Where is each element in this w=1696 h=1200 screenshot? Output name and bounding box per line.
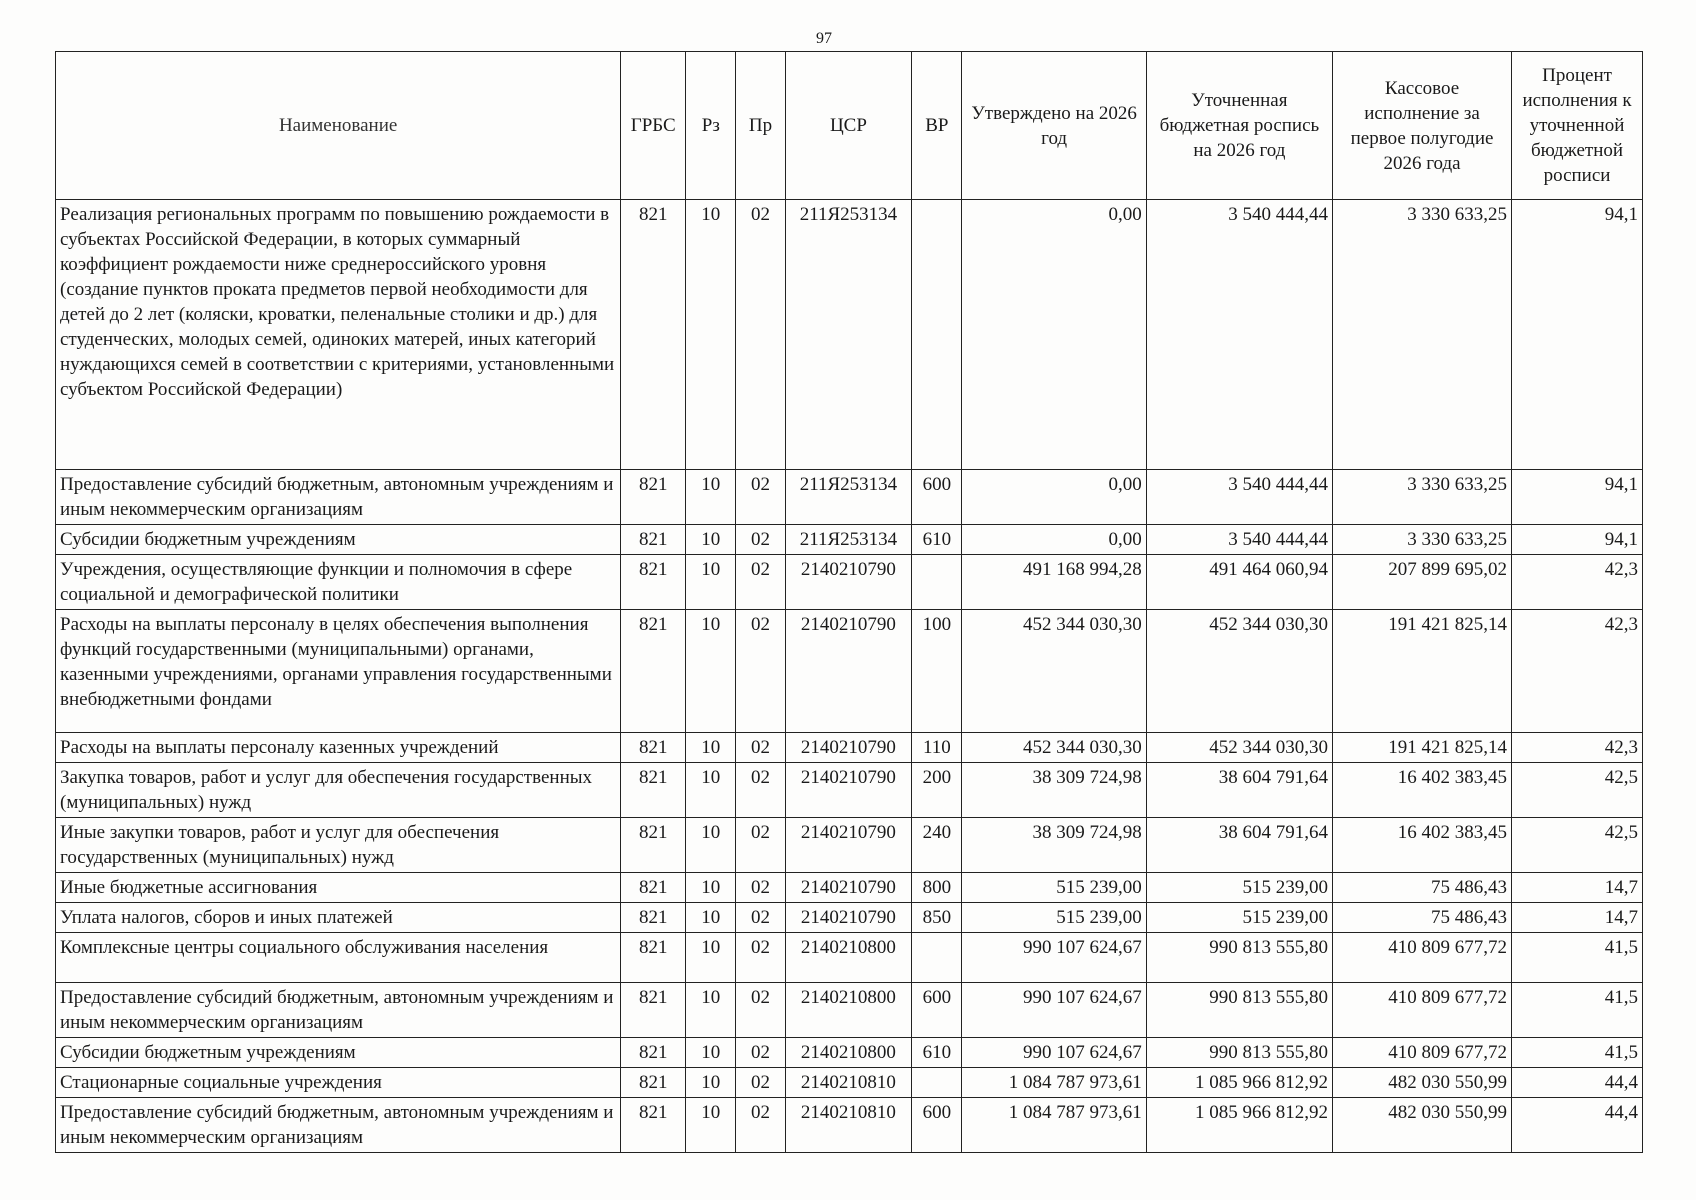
table-row xyxy=(56,733,1643,763)
row-vr-cell: 600 xyxy=(912,1098,962,1153)
row-vr-cell: 850 xyxy=(912,903,962,933)
row-name-cell: Учреждения, осуществляющие функции и полномочия в сфере социальной и демографической политики xyxy=(56,555,621,610)
header-name: Наименование xyxy=(56,52,621,200)
row-percent-cell: 41,5 xyxy=(1512,983,1643,1038)
table-row xyxy=(56,1098,1643,1153)
row-approved-cell: 0,00 xyxy=(962,200,1146,470)
row-csr-cell: 2140210790 xyxy=(785,873,912,903)
table-row xyxy=(56,470,1643,525)
row-pr-cell: 02 xyxy=(736,200,785,470)
row-name-cell: Предоставление субсидий бюджетным, автономным учреждениям и иным некоммерческим организациям xyxy=(56,1098,621,1153)
row-name-cell: Субсидии бюджетным учреждениям xyxy=(56,1038,621,1068)
row-percent-cell: 42,5 xyxy=(1512,818,1643,873)
row-executed-cell: 3 330 633,25 xyxy=(1333,470,1512,525)
row-vr-cell xyxy=(912,555,962,610)
row-executed-cell: 410 809 677,72 xyxy=(1333,933,1512,983)
row-vr-cell: 100 xyxy=(912,610,962,733)
table-row xyxy=(56,818,1643,873)
row-percent-cell: 94,1 xyxy=(1512,200,1643,470)
row-pr-cell: 02 xyxy=(736,470,785,525)
header-csr: ЦСР xyxy=(785,52,912,200)
row-pr-cell: 02 xyxy=(736,763,785,818)
row-csr-cell: 211Я253134 xyxy=(785,525,912,555)
header-executed: Кассовое исполнение за первое полугодие 2026 года xyxy=(1333,52,1512,200)
table-row xyxy=(56,525,1643,555)
row-rz-cell: 10 xyxy=(686,983,736,1038)
row-refined-cell: 990 813 555,80 xyxy=(1146,983,1332,1038)
row-approved-cell: 38 309 724,98 xyxy=(962,763,1146,818)
row-vr-cell: 200 xyxy=(912,763,962,818)
row-rz-cell: 10 xyxy=(686,1038,736,1068)
row-executed-cell: 3 330 633,25 xyxy=(1333,200,1512,470)
row-vr-cell xyxy=(912,933,962,983)
row-refined-cell: 3 540 444,44 xyxy=(1146,200,1332,470)
row-rz-cell: 10 xyxy=(686,733,736,763)
row-refined-cell: 1 085 966 812,92 xyxy=(1146,1098,1332,1153)
row-pr-cell: 02 xyxy=(736,1068,785,1098)
table-row xyxy=(56,763,1643,818)
row-grbs-cell: 821 xyxy=(621,903,686,933)
row-approved-cell: 515 239,00 xyxy=(962,903,1146,933)
row-pr-cell: 02 xyxy=(736,873,785,903)
table-row xyxy=(56,1038,1643,1068)
row-csr-cell: 2140210800 xyxy=(785,933,912,983)
row-grbs-cell: 821 xyxy=(621,763,686,818)
row-percent-cell: 94,1 xyxy=(1512,525,1643,555)
row-vr-cell: 610 xyxy=(912,1038,962,1068)
row-name-cell: Иные закупки товаров, работ и услуг для обеспечения государственных (муниципальных) нужд xyxy=(56,818,621,873)
table-row xyxy=(56,555,1643,610)
row-rz-cell: 10 xyxy=(686,610,736,733)
row-csr-cell: 211Я253134 xyxy=(785,200,912,470)
row-refined-cell: 990 813 555,80 xyxy=(1146,933,1332,983)
row-pr-cell: 02 xyxy=(736,525,785,555)
row-name-cell: Закупка товаров, работ и услуг для обеспечения государственных (муниципальных) нужд xyxy=(56,763,621,818)
row-pr-cell: 02 xyxy=(736,555,785,610)
row-grbs-cell: 821 xyxy=(621,470,686,525)
row-refined-cell: 491 464 060,94 xyxy=(1146,555,1332,610)
header-vr: ВР xyxy=(912,52,962,200)
row-grbs-cell: 821 xyxy=(621,733,686,763)
row-name-cell: Иные бюджетные ассигнования xyxy=(56,873,621,903)
row-vr-cell: 600 xyxy=(912,470,962,525)
row-name-cell: Предоставление субсидий бюджетным, автономным учреждениям и иным некоммерческим организациям xyxy=(56,983,621,1038)
row-executed-cell: 75 486,43 xyxy=(1333,903,1512,933)
table-row xyxy=(56,933,1643,983)
row-csr-cell: 2140210790 xyxy=(785,903,912,933)
row-refined-cell: 990 813 555,80 xyxy=(1146,1038,1332,1068)
row-rz-cell: 10 xyxy=(686,933,736,983)
row-grbs-cell: 821 xyxy=(621,873,686,903)
row-csr-cell: 2140210790 xyxy=(785,733,912,763)
row-approved-cell: 38 309 724,98 xyxy=(962,818,1146,873)
row-grbs-cell: 821 xyxy=(621,1068,686,1098)
row-vr-cell xyxy=(912,1068,962,1098)
table-header-row xyxy=(56,52,1643,200)
row-rz-cell: 10 xyxy=(686,470,736,525)
row-refined-cell: 452 344 030,30 xyxy=(1146,610,1332,733)
row-pr-cell: 02 xyxy=(736,1098,785,1153)
row-csr-cell: 211Я253134 xyxy=(785,470,912,525)
header-pr: Пр xyxy=(736,52,785,200)
row-percent-cell: 41,5 xyxy=(1512,1038,1643,1068)
row-approved-cell: 452 344 030,30 xyxy=(962,733,1146,763)
row-approved-cell: 452 344 030,30 xyxy=(962,610,1146,733)
row-csr-cell: 2140210800 xyxy=(785,1038,912,1068)
row-executed-cell: 410 809 677,72 xyxy=(1333,1038,1512,1068)
row-percent-cell: 14,7 xyxy=(1512,903,1643,933)
row-rz-cell: 10 xyxy=(686,555,736,610)
row-grbs-cell: 821 xyxy=(621,610,686,733)
row-grbs-cell: 821 xyxy=(621,200,686,470)
row-percent-cell: 41,5 xyxy=(1512,933,1643,983)
row-approved-cell: 0,00 xyxy=(962,525,1146,555)
row-refined-cell: 38 604 791,64 xyxy=(1146,763,1332,818)
row-rz-cell: 10 xyxy=(686,873,736,903)
row-executed-cell: 482 030 550,99 xyxy=(1333,1068,1512,1098)
table-row xyxy=(56,873,1643,903)
row-vr-cell: 110 xyxy=(912,733,962,763)
row-executed-cell: 191 421 825,14 xyxy=(1333,733,1512,763)
row-pr-cell: 02 xyxy=(736,733,785,763)
row-grbs-cell: 821 xyxy=(621,1038,686,1068)
row-vr-cell: 800 xyxy=(912,873,962,903)
row-approved-cell: 990 107 624,67 xyxy=(962,933,1146,983)
row-rz-cell: 10 xyxy=(686,1068,736,1098)
row-vr-cell: 240 xyxy=(912,818,962,873)
table-row xyxy=(56,200,1643,470)
row-pr-cell: 02 xyxy=(736,983,785,1038)
header-rz: Рз xyxy=(686,52,736,200)
header-refined: Уточненная бюджетная роспись на 2026 год xyxy=(1146,52,1332,200)
row-csr-cell: 2140210790 xyxy=(785,555,912,610)
row-name-cell: Предоставление субсидий бюджетным, автономным учреждениям и иным некоммерческим организациям xyxy=(56,470,621,525)
row-approved-cell: 515 239,00 xyxy=(962,873,1146,903)
row-pr-cell: 02 xyxy=(736,610,785,733)
table-row xyxy=(56,1068,1643,1098)
header-approved: Утверждено на 2026 год xyxy=(962,52,1146,200)
row-percent-cell: 42,3 xyxy=(1512,555,1643,610)
row-vr-cell xyxy=(912,200,962,470)
row-percent-cell: 42,3 xyxy=(1512,733,1643,763)
row-grbs-cell: 821 xyxy=(621,983,686,1038)
row-csr-cell: 2140210810 xyxy=(785,1068,912,1098)
row-vr-cell: 600 xyxy=(912,983,962,1038)
row-refined-cell: 515 239,00 xyxy=(1146,873,1332,903)
row-percent-cell: 94,1 xyxy=(1512,470,1643,525)
row-grbs-cell: 821 xyxy=(621,1098,686,1153)
row-refined-cell: 3 540 444,44 xyxy=(1146,470,1332,525)
row-csr-cell: 2140210810 xyxy=(785,1098,912,1153)
row-percent-cell: 44,4 xyxy=(1512,1068,1643,1098)
row-percent-cell: 42,3 xyxy=(1512,610,1643,733)
row-grbs-cell: 821 xyxy=(621,555,686,610)
row-approved-cell: 1 084 787 973,61 xyxy=(962,1098,1146,1153)
row-grbs-cell: 821 xyxy=(621,933,686,983)
row-name-cell: Расходы на выплаты персоналу в целях обеспечения выполнения функций государственными (муниципальными) органами, казенными учреждениями, органами управления государственными внебюджетными фондами xyxy=(56,610,621,733)
row-rz-cell: 10 xyxy=(686,200,736,470)
table-row xyxy=(56,983,1643,1038)
row-pr-cell: 02 xyxy=(736,903,785,933)
row-rz-cell: 10 xyxy=(686,525,736,555)
row-csr-cell: 2140210790 xyxy=(785,610,912,733)
row-executed-cell: 410 809 677,72 xyxy=(1333,983,1512,1038)
row-grbs-cell: 821 xyxy=(621,818,686,873)
row-approved-cell: 990 107 624,67 xyxy=(962,983,1146,1038)
row-csr-cell: 2140210790 xyxy=(785,763,912,818)
row-executed-cell: 16 402 383,45 xyxy=(1333,763,1512,818)
row-approved-cell: 990 107 624,67 xyxy=(962,1038,1146,1068)
page-number: 97 xyxy=(816,30,832,47)
table-row xyxy=(56,610,1643,733)
row-refined-cell: 452 344 030,30 xyxy=(1146,733,1332,763)
row-executed-cell: 3 330 633,25 xyxy=(1333,525,1512,555)
row-executed-cell: 207 899 695,02 xyxy=(1333,555,1512,610)
row-vr-cell: 610 xyxy=(912,525,962,555)
row-percent-cell: 14,7 xyxy=(1512,873,1643,903)
row-executed-cell: 482 030 550,99 xyxy=(1333,1098,1512,1153)
row-name-cell: Стационарные социальные учреждения xyxy=(56,1068,621,1098)
row-approved-cell: 1 084 787 973,61 xyxy=(962,1068,1146,1098)
row-refined-cell: 38 604 791,64 xyxy=(1146,818,1332,873)
row-name-cell: Субсидии бюджетным учреждениям xyxy=(56,525,621,555)
row-executed-cell: 16 402 383,45 xyxy=(1333,818,1512,873)
row-refined-cell: 3 540 444,44 xyxy=(1146,525,1332,555)
row-grbs-cell: 821 xyxy=(621,525,686,555)
row-approved-cell: 491 168 994,28 xyxy=(962,555,1146,610)
row-executed-cell: 75 486,43 xyxy=(1333,873,1512,903)
row-rz-cell: 10 xyxy=(686,763,736,818)
row-csr-cell: 2140210800 xyxy=(785,983,912,1038)
row-refined-cell: 515 239,00 xyxy=(1146,903,1332,933)
row-rz-cell: 10 xyxy=(686,903,736,933)
row-rz-cell: 10 xyxy=(686,818,736,873)
row-approved-cell: 0,00 xyxy=(962,470,1146,525)
row-name-cell: Реализация региональных программ по повышению рождаемости в субъектах Российской Федерации, в которых суммарный коэффициент рождаемости ниже среднероссийского уровня (создание пунктов проката предметов первой необходимости для детей до 2 лет (коляски, кроватки, пеленальные столики и др.) для студенческих, молодых семей, одиноких матерей, иных категорий нуждающихся семей в соответствии с критериями, установленными субъектом Российской Федерации) xyxy=(56,200,621,470)
budget-table xyxy=(55,51,1643,1153)
table-row xyxy=(56,903,1643,933)
row-name-cell: Уплата налогов, сборов и иных платежей xyxy=(56,903,621,933)
row-percent-cell: 42,5 xyxy=(1512,763,1643,818)
row-percent-cell: 44,4 xyxy=(1512,1098,1643,1153)
row-rz-cell: 10 xyxy=(686,1098,736,1153)
row-csr-cell: 2140210790 xyxy=(785,818,912,873)
row-name-cell: Расходы на выплаты персоналу казенных учреждений xyxy=(56,733,621,763)
row-pr-cell: 02 xyxy=(736,818,785,873)
row-refined-cell: 1 085 966 812,92 xyxy=(1146,1068,1332,1098)
row-executed-cell: 191 421 825,14 xyxy=(1333,610,1512,733)
row-pr-cell: 02 xyxy=(736,933,785,983)
header-percent: Процент исполнения к уточненной бюджетной росписи xyxy=(1512,52,1643,200)
row-pr-cell: 02 xyxy=(736,1038,785,1068)
header-grbs: ГРБС xyxy=(621,52,686,200)
row-name-cell: Комплексные центры социального обслуживания населения xyxy=(56,933,621,983)
